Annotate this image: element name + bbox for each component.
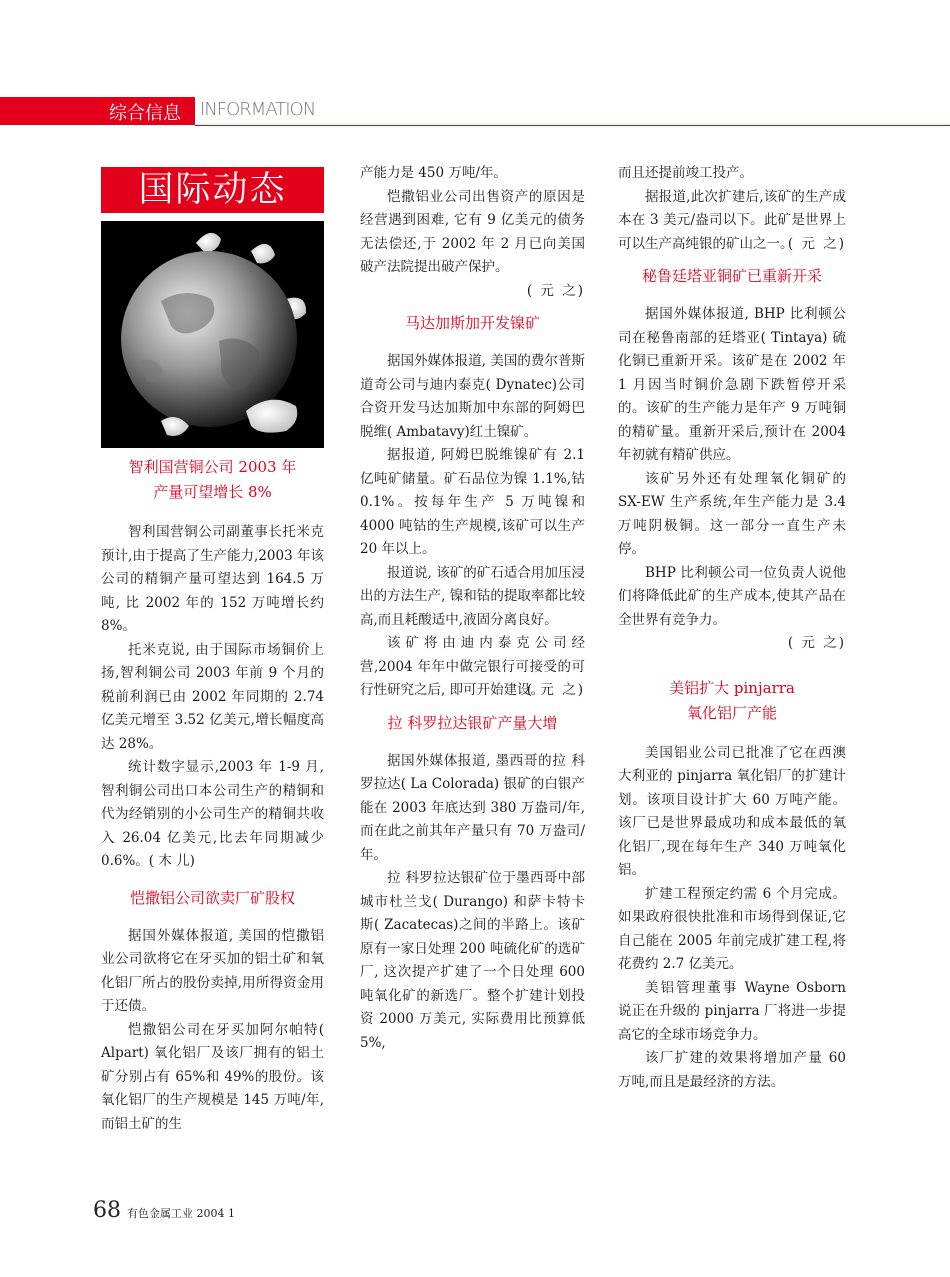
section-title: 国际动态	[101, 167, 324, 213]
paragraph: 报道说, 该矿的矿石适合用加压浸出的方法生产, 镍和钴的提取率都比较高,而且耗酸适中,液固分离良好。	[360, 564, 585, 628]
header-rule	[195, 125, 950, 126]
headline-alcoa-pinjarra: 美铝扩大 pinjarra	[669, 678, 795, 697]
globe-hands-illustration	[101, 221, 324, 448]
category-label-en: INFORMATION	[200, 99, 316, 120]
paragraph: 据国外媒体报道, 墨西哥的拉 科罗拉达( La Colorada) 银矿的白银产能在 2003 年底达到 380 万盎司/年,而在此之前其年产量只有 70 万盎司/年。	[360, 752, 585, 863]
paragraph: 该矿将由迪内泰克公司经营,2004 年年中做完银行可接受的可行性研究之后, 即可开始建设。	[360, 635, 585, 698]
column-3	[618, 162, 846, 1094]
globe-photo	[101, 221, 324, 448]
category-banner	[0, 97, 195, 125]
column-1	[101, 455, 324, 1136]
headline-peru-tintaya-copper: 秘鲁廷塔亚铜矿已重新开采	[641, 267, 822, 285]
column-2	[360, 162, 585, 1055]
paragraph: 据国外媒体报道, 美国的费尔普斯道奇公司与迪内泰克( Dynatec)公司合资开发马达加斯加中东部的阿姆巴脱维( Ambatavy)红土镍矿。	[360, 353, 585, 440]
paragraph: 该厂扩建的效果将增加产量 60 万吨,而且是最经济的方法。	[618, 1050, 846, 1090]
page-number: 68	[93, 1198, 121, 1223]
paragraph: 据报道, 阿姆巴脱维镍矿有 2.1 亿吨矿储量。矿石品位为镍 1.1%,钴 0.1%。按每年生产 5 万吨镍和 4000 吨钴的生产规模,该矿可以生产 20 年以上。	[360, 447, 585, 557]
journal-name: 有色金属工业 2004 1	[127, 1207, 235, 1220]
author-signature: ( 元 之)	[526, 682, 585, 698]
paragraph: 该矿另外还有处理氧化铜矿的 SX-EW 生产系统,年生产能力是 3.4 万吨阴极铜。这一部分一直生产未停。	[618, 470, 846, 557]
paragraph: 据国外媒体报道, 美国的恺撒铝业公司欲将它在牙买加的铝土矿和氧化铝厂所占的股份卖掉,用所得资金用于还债。	[101, 927, 324, 1014]
paragraph: 美国铝业公司已批准了它在西澳大利亚的 pinjarra 氧化铝厂的扩建计划。该项目设计扩大 60 万吨产能。该厂已是世界最成功和成本最低的氧化铝厂,现在每年生产 340 万吨氧化铝。	[618, 744, 846, 878]
page-footer	[93, 1198, 235, 1223]
paragraph: 美铝管理董事 Wayne Osborn 说正在升级的 pinjarra 厂将进一步提高它的全球市场竞争力。	[618, 979, 846, 1043]
headline-chile-copper: 智利国营铜公司 2003 年	[128, 458, 297, 476]
paragraph: 而且还提前竣工投产。	[618, 165, 753, 181]
headline-chile-copper-line2: 产量可望增长 8%	[153, 483, 272, 501]
headline-alcoa-pinjarra-line2: 氧化铝厂产能	[686, 703, 777, 722]
paragraph: 智利国营铜公司副董事长托米克预计,由于提高了生产能力,2003 年该公司的精铜产量可望达到 164.5 万吨, 比 2002 年的 152 万吨增长约 8%。	[101, 524, 324, 634]
paragraph: 拉 科罗拉达银矿位于墨西哥中部城市杜兰戈( Durango) 和萨卡特卡斯( Zacatecas)之间的半路上。该矿原有一家日处理 200 吨硫化矿的选矿厂, 这次提产扩建了一个日处理 600 吨氧化矿的新选厂。整个扩建计划投资 2000 万美元, 实际费用比预算低 5%,	[360, 870, 585, 1051]
paragraph: 恺撒铝业公司出售资产的原因是经营遇到困难, 它有 9 亿美元的债务无法偿还,于 2002 年 2 月已向美国破产法院提出破产保护。	[360, 188, 585, 275]
author-signature: ( 元 之)	[787, 635, 846, 651]
category-label: 综合信息	[109, 103, 181, 124]
headline-madagascar-nickel: 马达加斯加开发镍矿	[404, 314, 540, 332]
headline-kaiser-aluminum: 恺撒铝公司欲卖厂矿股权	[129, 888, 295, 907]
paragraph: 恺撒铝公司在牙买加阿尔帕特( Alpart) 氧化铝厂及该厂拥有的铝土矿分别占有 65%和 49%的股份。该氧化铝厂的生产规模是 145 万吨/年, 而铝土矿的生	[101, 1021, 324, 1132]
paragraph: 扩建工程预定约需 6 个月完成。如果政府很快批准和市场得到保证,它自己能在 2005 年前完成扩建工程,将花费约 2.7 亿美元。	[618, 885, 846, 972]
paragraph: 据报道,此次扩建后,该矿的生产成本在 3 美元/盎司以下。此矿是世界上可以生产高纯银的矿山之一。	[618, 188, 846, 252]
headline-la-colorada-silver: 拉 科罗拉达银矿产量大增	[387, 713, 558, 732]
author-signature: ( 元 之)	[787, 235, 846, 252]
paragraph: BHP 比利顿公司一位负责人说他们将降低此矿的生产成本,使其产品在全世界有竞争力。	[618, 564, 846, 628]
paragraph: 托米克说, 由于国际市场铜价上扬,智利铜公司 2003 年前 9 个月的税前利润已由 2002 年同期的 2.74 亿美元增至 3.52 亿美元,增长幅度高达 28%。	[101, 641, 324, 752]
author-signature: ( 元 之)	[526, 282, 585, 299]
paragraph: 据国外媒体报道, BHP 比利顿公司在秘鲁南部的廷塔亚( Tintaya) 硫化铜已重新开采。该矿是在 2002 年 1 月因当时铜价急剧下跌暂停开采的。该矿的生产能力是年产 9 万吨铜的精矿量。重新开采后,预计在 2004 年初就有精矿供应。	[618, 306, 846, 463]
paragraph: 产能力是 450 万吨/年。	[360, 165, 507, 181]
paragraph: 统计数字显示,2003 年 1-9 月, 智利铜公司出口本公司生产的精铜和代为经销别的小公司生产的精铜共收入 26.04 亿美元,比去年同期减少 0.6%。( 木 儿)	[101, 759, 324, 869]
